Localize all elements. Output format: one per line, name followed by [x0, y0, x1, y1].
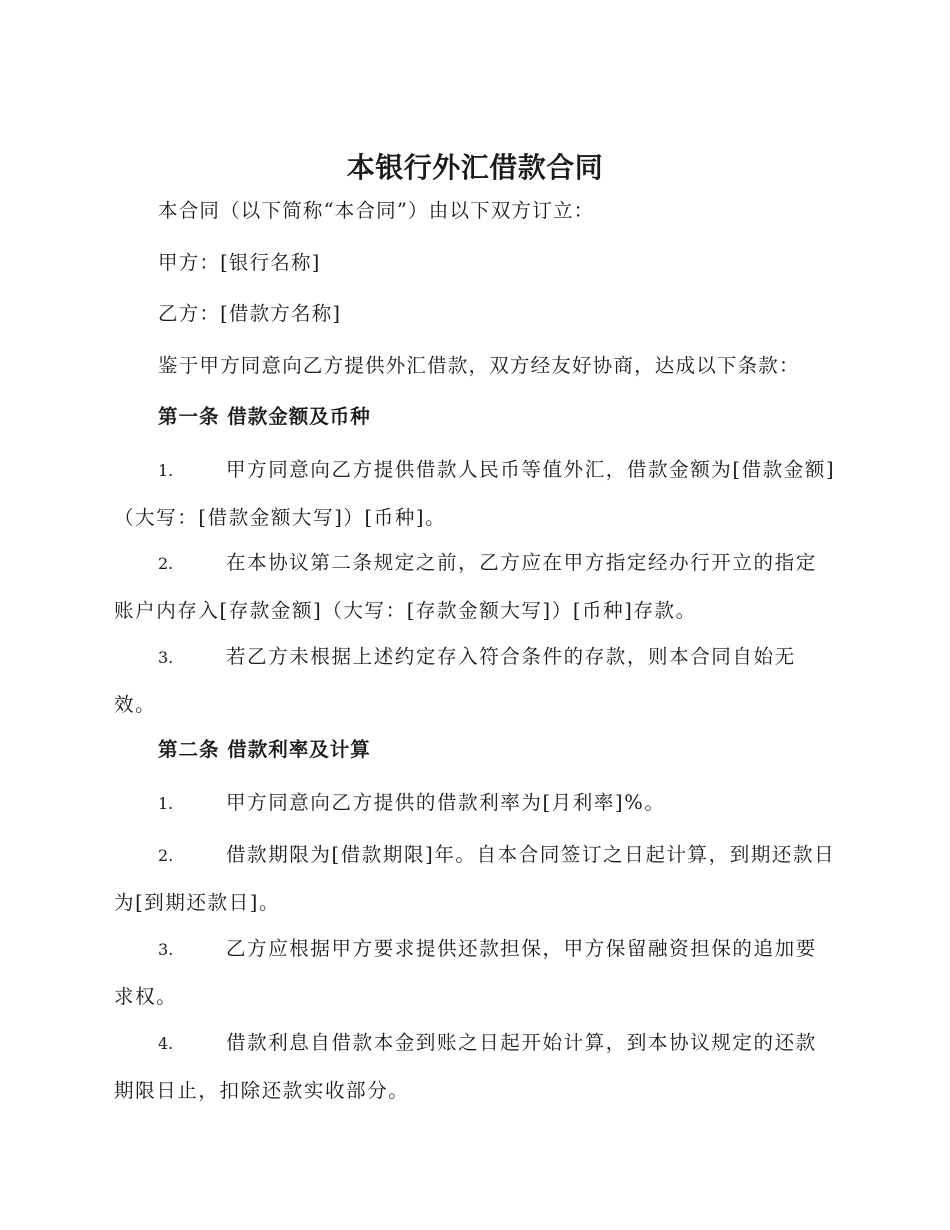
item-text: 在本协议第二条规定之前，乙方应在甲方指定经办行开立的指定账户内存入[存款金额]（大写：[存款金额大写]）[币种]存款。: [114, 551, 817, 622]
article-2-item-4: [114, 1019, 836, 1114]
article-1-heading: 第一条 借款金额及币种: [158, 405, 371, 428]
article-1-item-3: [114, 633, 836, 728]
item-number: 2.: [158, 554, 174, 573]
article-2-item-1: [114, 779, 836, 827]
item-number: 2.: [158, 846, 174, 865]
preamble-line: 鉴于甲方同意向乙方提供外汇借款，双方经友好协商，达成以下条款：: [158, 354, 800, 377]
party-b-line: 乙方：[借款方名称]: [158, 302, 342, 325]
article-1-item-2: [114, 539, 836, 634]
article-2-item-3: [114, 925, 836, 1020]
item-number: 4.: [158, 1034, 174, 1053]
item-number: 3.: [158, 648, 174, 667]
item-number: 1.: [158, 461, 174, 480]
party-a-line: 甲方：[银行名称]: [158, 251, 321, 274]
intro-line: 本合同（以下简称“本合同”）由以下双方订立：: [158, 199, 595, 222]
article-2-item-2: [114, 831, 836, 926]
item-text: 乙方应根据甲方要求提供还款担保，甲方保留融资担保的追加要求权。: [114, 937, 817, 1008]
item-text: 借款利息自借款本金到账之日起开始计算，到本协议规定的还款期限日止，扣除还款实收部分。: [114, 1031, 817, 1102]
item-text: 甲方同意向乙方提供的借款利率为[月利率]%。: [226, 791, 666, 814]
article-2-heading: 第二条 借款利率及计算: [158, 738, 371, 761]
article-1-item-1: [114, 446, 836, 541]
item-text: 甲方同意向乙方提供借款人民币等值外汇，借款金额为[借款金额]（大写：[借款金额大写]）[币种]。: [114, 458, 836, 529]
item-number: 3.: [158, 940, 174, 959]
item-text: 借款期限为[借款期限]年。自本合同签订之日起计算，到期还款日为[到期还款日]。: [114, 843, 836, 914]
item-number: 1.: [158, 794, 174, 813]
item-text: 若乙方未根据上述约定存入符合条件的存款，则本合同自始无效。: [114, 645, 796, 716]
document-title: 本银行外汇借款合同: [346, 151, 604, 184]
